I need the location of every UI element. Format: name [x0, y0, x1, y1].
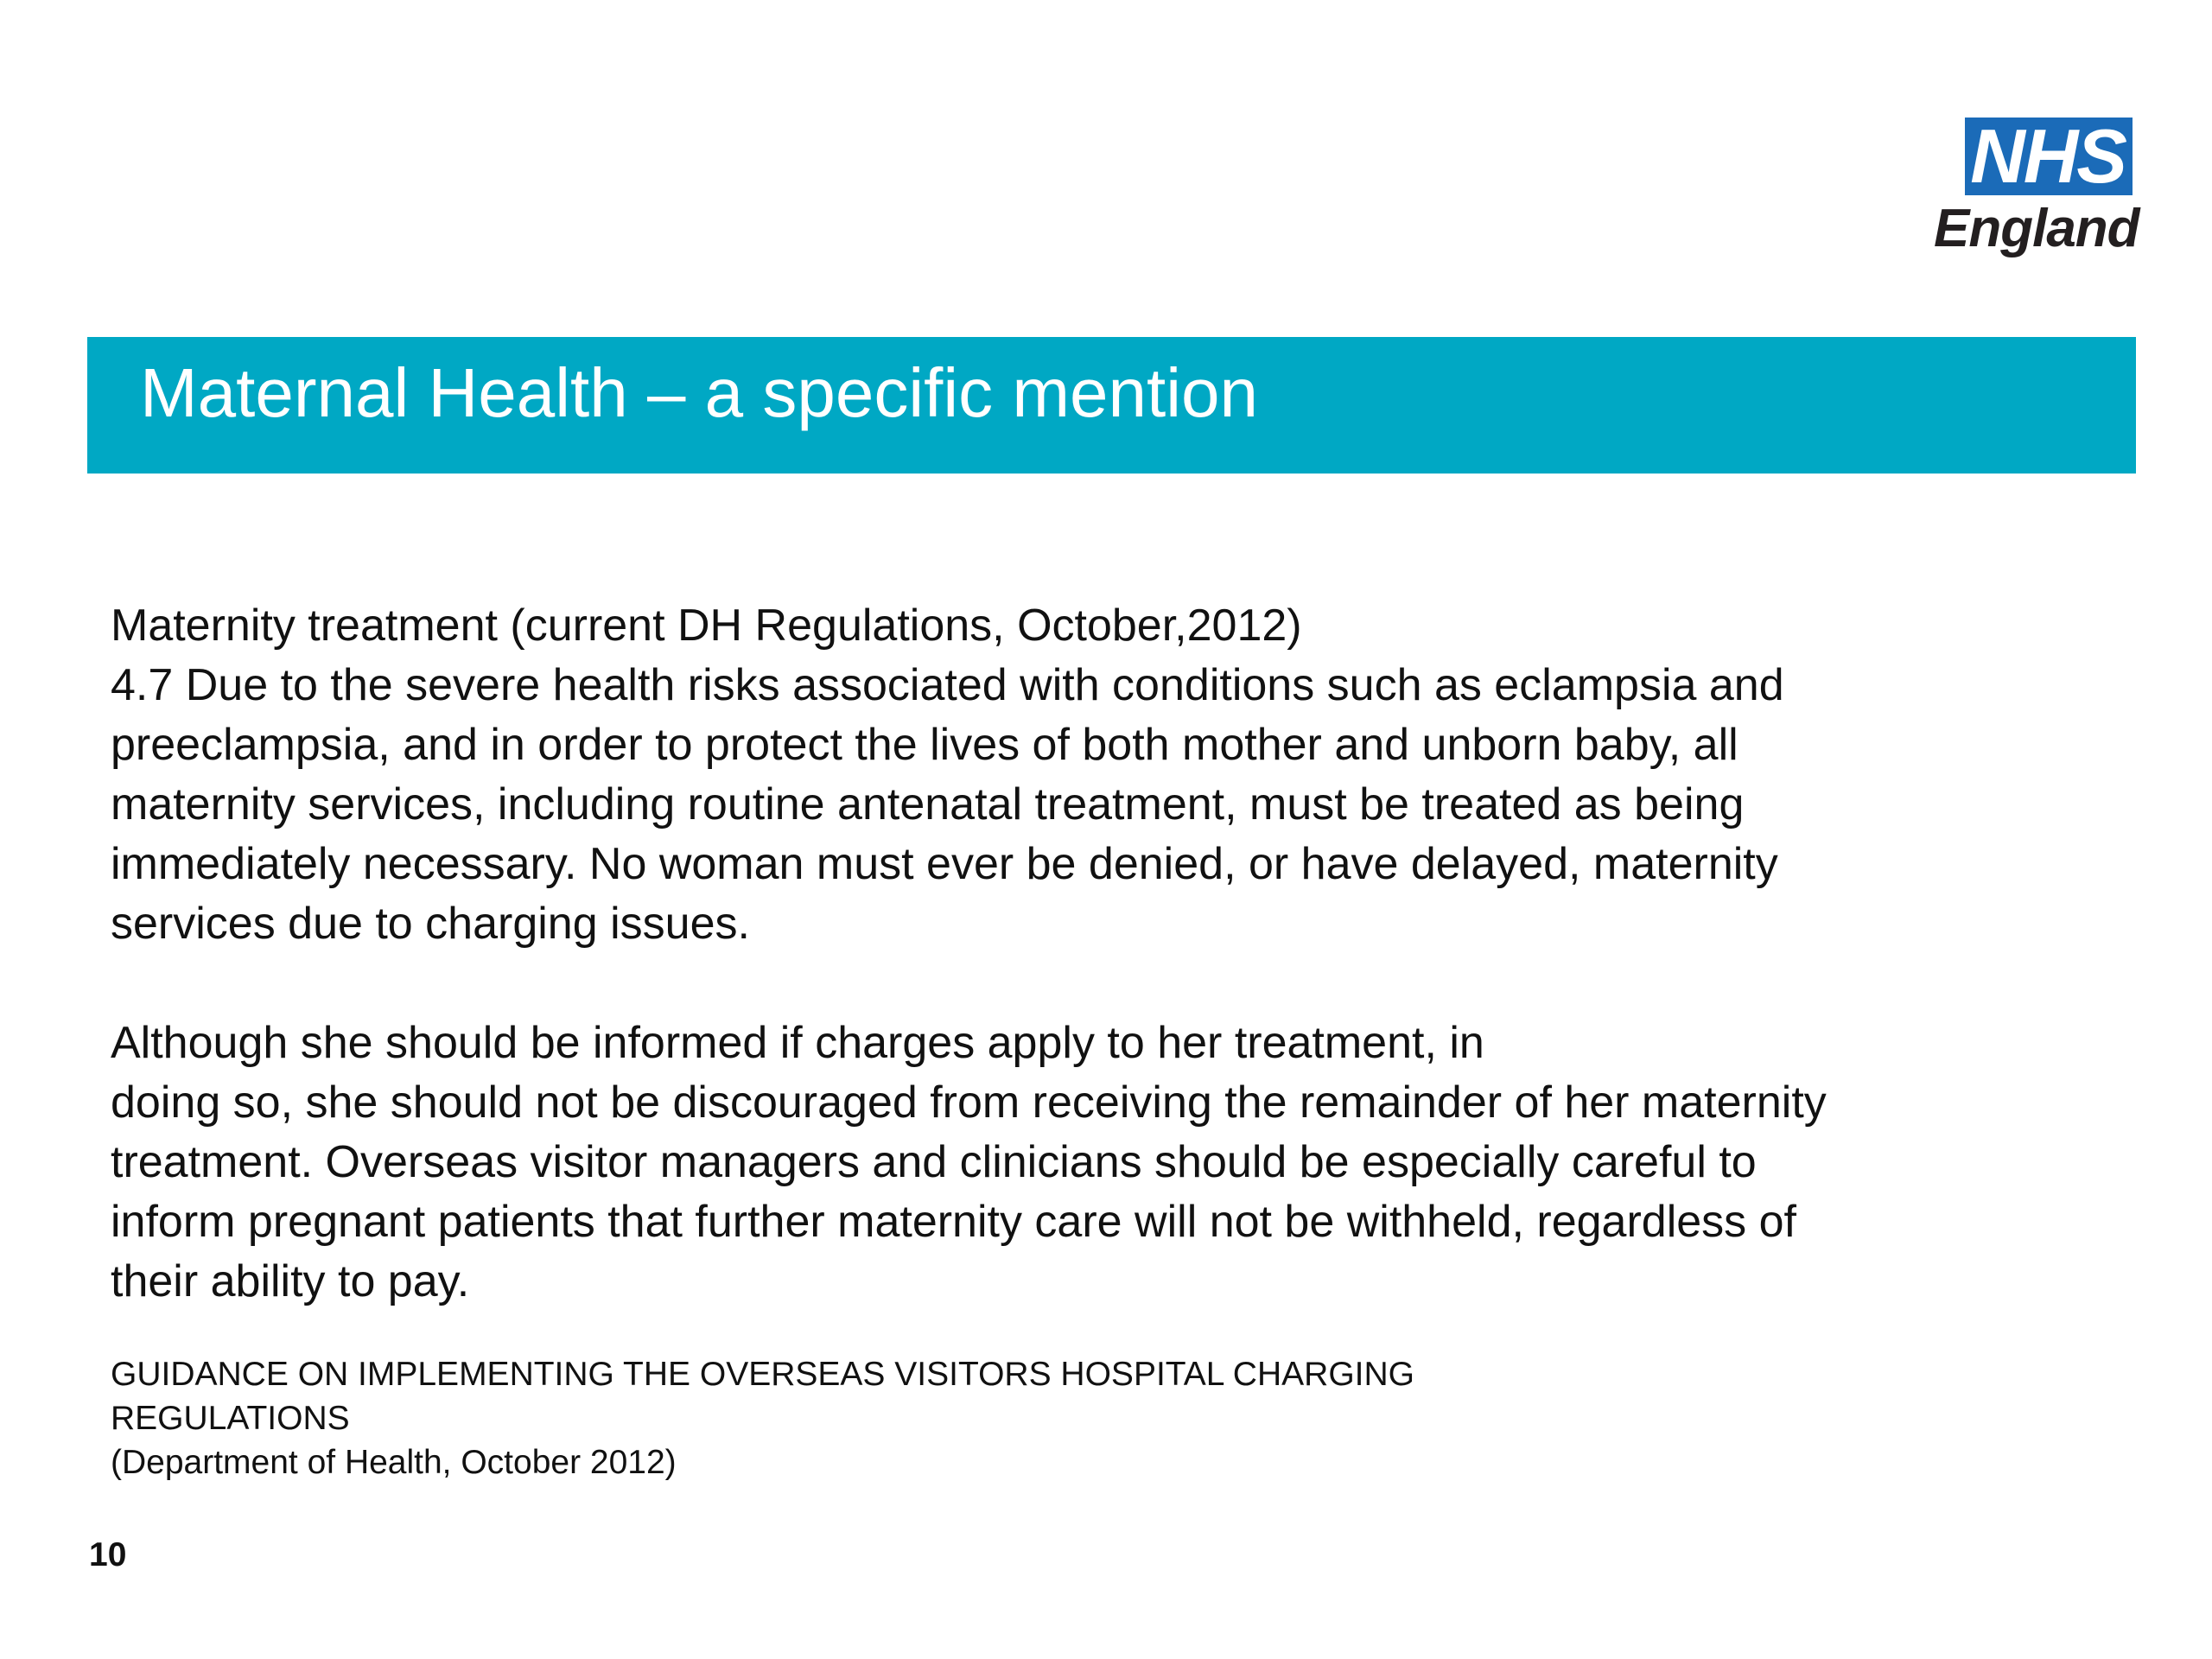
- citation-line: GUIDANCE ON IMPLEMENTING THE OVERSEAS VISITORS HOSPITAL CHARGING: [111, 1356, 1414, 1393]
- paragraph-line: maternity services, including routine antenatal treatment, must be treated as being: [111, 779, 1745, 830]
- paragraph-line: Although she should be informed if charges apply to her treatment, in: [111, 1018, 1484, 1068]
- paragraph-line: 4.7 Due to the severe health risks associated with conditions such as eclampsia and: [111, 660, 1784, 710]
- nhs-england-logo: [1934, 113, 2139, 259]
- slide-body: [111, 596, 2115, 1312]
- citation-line: REGULATIONS: [111, 1400, 350, 1437]
- source-citation: [111, 1352, 1414, 1484]
- paragraph-gap: [111, 954, 2115, 1014]
- paragraph-regulations: [111, 596, 2115, 954]
- nhs-logo-box: NHS: [1965, 118, 2133, 195]
- citation-line: (Department of Health, October 2012): [111, 1444, 677, 1481]
- paragraph-line: preeclampsia, and in order to protect the lives of both mother and unborn baby, all: [111, 720, 1738, 770]
- paragraph-line: Maternity treatment (current DH Regulations, October,2012): [111, 601, 1302, 651]
- title-banner: [87, 337, 2136, 474]
- paragraph-charges: [111, 1014, 2115, 1312]
- paragraph-line: immediately necessary. No woman must ever be denied, or have delayed, maternity: [111, 839, 1778, 889]
- paragraph-line: treatment. Overseas visitor managers and clinicians should be especially careful to: [111, 1137, 1757, 1187]
- paragraph-line: their ability to pay.: [111, 1256, 470, 1306]
- paragraph-line: services due to charging issues.: [111, 899, 750, 949]
- page-number: 10: [89, 1536, 127, 1573]
- nhs-logo-england-text: England: [1934, 199, 2139, 258]
- slide-title: Maternal Health – a specific mention: [140, 354, 1258, 431]
- paragraph-line: inform pregnant patients that further maternity care will not be withheld, regardless of: [111, 1197, 1796, 1247]
- paragraph-line: doing so, she should not be discouraged from receiving the remainder of her maternity: [111, 1077, 1827, 1128]
